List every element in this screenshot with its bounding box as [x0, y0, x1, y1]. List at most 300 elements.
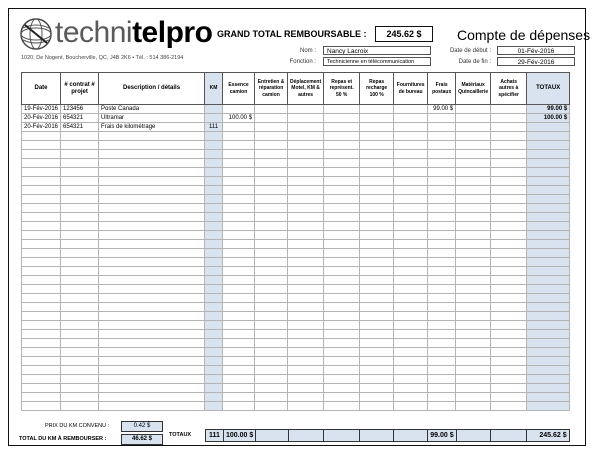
- table-cell[interactable]: [428, 222, 456, 231]
- table-cell[interactable]: [255, 213, 288, 222]
- table-cell[interactable]: [491, 150, 527, 159]
- table-cell[interactable]: [223, 348, 255, 357]
- table-cell[interactable]: Poste Canada: [99, 105, 205, 114]
- table-cell[interactable]: [22, 393, 61, 402]
- table-cell[interactable]: [456, 195, 491, 204]
- table-cell[interactable]: [61, 339, 99, 348]
- table-cell[interactable]: [324, 177, 360, 186]
- table-cell[interactable]: [491, 258, 527, 267]
- table-cell[interactable]: [491, 330, 527, 339]
- table-cell[interactable]: [428, 384, 456, 393]
- table-cell[interactable]: [205, 231, 223, 240]
- table-cell[interactable]: [223, 258, 255, 267]
- table-cell[interactable]: [223, 393, 255, 402]
- table-cell[interactable]: [22, 321, 61, 330]
- table-cell[interactable]: [527, 150, 570, 159]
- table-cell[interactable]: [223, 186, 255, 195]
- table-cell[interactable]: [491, 159, 527, 168]
- table-cell[interactable]: [288, 312, 324, 321]
- table-cell[interactable]: [61, 375, 99, 384]
- table-cell[interactable]: [456, 258, 491, 267]
- table-cell[interactable]: [22, 177, 61, 186]
- table-cell[interactable]: [205, 222, 223, 231]
- table-cell[interactable]: [491, 213, 527, 222]
- table-cell[interactable]: [99, 186, 205, 195]
- table-cell[interactable]: [456, 285, 491, 294]
- table-cell[interactable]: [456, 141, 491, 150]
- table-cell[interactable]: [22, 339, 61, 348]
- table-cell[interactable]: [99, 213, 205, 222]
- table-cell[interactable]: [527, 177, 570, 186]
- table-cell[interactable]: 99.00 $: [428, 105, 456, 114]
- table-cell[interactable]: [394, 402, 428, 411]
- table-cell[interactable]: [360, 168, 394, 177]
- table-cell[interactable]: [255, 375, 288, 384]
- table-cell[interactable]: [428, 249, 456, 258]
- table-cell[interactable]: [324, 303, 360, 312]
- table-cell[interactable]: [324, 330, 360, 339]
- table-cell[interactable]: [99, 348, 205, 357]
- table-cell[interactable]: [22, 195, 61, 204]
- table-cell[interactable]: [428, 231, 456, 240]
- table-cell[interactable]: [288, 285, 324, 294]
- table-cell[interactable]: [223, 159, 255, 168]
- table-cell[interactable]: [456, 294, 491, 303]
- table-cell[interactable]: [394, 123, 428, 132]
- table-cell[interactable]: [255, 348, 288, 357]
- table-cell[interactable]: [205, 204, 223, 213]
- table-cell[interactable]: [324, 132, 360, 141]
- table-cell[interactable]: [394, 141, 428, 150]
- table-cell[interactable]: [324, 105, 360, 114]
- table-cell[interactable]: [324, 249, 360, 258]
- table-cell[interactable]: [223, 168, 255, 177]
- table-cell[interactable]: [428, 393, 456, 402]
- table-cell[interactable]: [22, 258, 61, 267]
- table-cell[interactable]: [288, 195, 324, 204]
- table-cell[interactable]: [99, 357, 205, 366]
- table-cell[interactable]: [255, 168, 288, 177]
- table-cell[interactable]: [288, 159, 324, 168]
- table-cell[interactable]: [527, 402, 570, 411]
- table-cell[interactable]: [22, 267, 61, 276]
- table-cell[interactable]: [223, 231, 255, 240]
- table-cell[interactable]: [428, 177, 456, 186]
- table-cell[interactable]: [527, 240, 570, 249]
- table-cell[interactable]: [394, 132, 428, 141]
- table-cell[interactable]: [255, 249, 288, 258]
- table-cell[interactable]: 19-Fév-2016: [22, 105, 61, 114]
- table-cell[interactable]: [288, 357, 324, 366]
- table-cell[interactable]: [99, 294, 205, 303]
- table-cell[interactable]: [205, 177, 223, 186]
- table-cell[interactable]: [61, 195, 99, 204]
- table-cell[interactable]: [223, 105, 255, 114]
- table-cell[interactable]: [22, 384, 61, 393]
- table-cell[interactable]: [22, 168, 61, 177]
- table-cell[interactable]: [61, 231, 99, 240]
- table-cell[interactable]: [223, 285, 255, 294]
- table-cell[interactable]: [61, 177, 99, 186]
- table-cell[interactable]: [288, 303, 324, 312]
- table-cell[interactable]: [428, 348, 456, 357]
- table-cell[interactable]: [255, 222, 288, 231]
- table-cell[interactable]: [223, 312, 255, 321]
- table-cell[interactable]: [99, 339, 205, 348]
- table-cell[interactable]: [288, 231, 324, 240]
- table-cell[interactable]: [360, 132, 394, 141]
- table-cell[interactable]: [394, 375, 428, 384]
- table-cell[interactable]: [360, 141, 394, 150]
- table-cell[interactable]: [428, 213, 456, 222]
- table-cell[interactable]: [428, 168, 456, 177]
- table-cell[interactable]: [61, 249, 99, 258]
- table-cell[interactable]: [428, 312, 456, 321]
- table-cell[interactable]: [205, 375, 223, 384]
- table-cell[interactable]: [99, 384, 205, 393]
- table-cell[interactable]: [61, 321, 99, 330]
- table-cell[interactable]: [428, 339, 456, 348]
- table-cell[interactable]: [527, 384, 570, 393]
- table-cell[interactable]: [61, 366, 99, 375]
- table-cell[interactable]: [22, 285, 61, 294]
- table-cell[interactable]: [456, 321, 491, 330]
- table-cell[interactable]: [527, 312, 570, 321]
- table-cell[interactable]: [360, 123, 394, 132]
- table-cell[interactable]: [527, 366, 570, 375]
- table-cell[interactable]: [205, 150, 223, 159]
- table-cell[interactable]: [360, 177, 394, 186]
- table-cell[interactable]: [223, 339, 255, 348]
- table-cell[interactable]: [324, 294, 360, 303]
- table-cell[interactable]: [324, 393, 360, 402]
- table-cell[interactable]: [360, 258, 394, 267]
- table-cell[interactable]: [360, 150, 394, 159]
- table-cell[interactable]: [394, 366, 428, 375]
- table-cell[interactable]: [527, 141, 570, 150]
- table-cell[interactable]: [61, 294, 99, 303]
- table-cell[interactable]: [61, 240, 99, 249]
- table-cell[interactable]: [99, 240, 205, 249]
- table-cell[interactable]: [456, 213, 491, 222]
- table-cell[interactable]: [456, 375, 491, 384]
- table-cell[interactable]: [360, 366, 394, 375]
- table-cell[interactable]: [491, 276, 527, 285]
- table-cell[interactable]: [288, 384, 324, 393]
- table-cell[interactable]: Ultramar: [99, 114, 205, 123]
- table-cell[interactable]: [22, 159, 61, 168]
- table-cell[interactable]: [360, 186, 394, 195]
- table-cell[interactable]: [288, 114, 324, 123]
- table-cell[interactable]: [61, 141, 99, 150]
- table-cell[interactable]: [205, 195, 223, 204]
- table-cell[interactable]: [223, 141, 255, 150]
- table-cell[interactable]: [223, 123, 255, 132]
- table-cell[interactable]: [527, 132, 570, 141]
- table-cell[interactable]: [99, 312, 205, 321]
- table-cell[interactable]: [223, 330, 255, 339]
- table-cell[interactable]: [428, 330, 456, 339]
- table-cell[interactable]: [205, 384, 223, 393]
- table-cell[interactable]: [394, 213, 428, 222]
- table-cell[interactable]: [255, 258, 288, 267]
- table-cell[interactable]: [456, 231, 491, 240]
- table-cell[interactable]: [456, 123, 491, 132]
- table-cell[interactable]: [428, 240, 456, 249]
- table-cell[interactable]: [99, 303, 205, 312]
- table-cell[interactable]: [288, 240, 324, 249]
- table-cell[interactable]: [61, 348, 99, 357]
- table-cell[interactable]: [360, 348, 394, 357]
- table-cell[interactable]: [527, 321, 570, 330]
- table-cell[interactable]: [99, 159, 205, 168]
- table-cell[interactable]: [527, 231, 570, 240]
- table-cell[interactable]: [491, 249, 527, 258]
- table-cell[interactable]: [527, 213, 570, 222]
- table-cell[interactable]: [324, 321, 360, 330]
- table-cell[interactable]: 99.00 $: [527, 105, 570, 114]
- table-cell[interactable]: [99, 249, 205, 258]
- table-cell[interactable]: [428, 186, 456, 195]
- table-cell[interactable]: [61, 357, 99, 366]
- table-cell[interactable]: [61, 204, 99, 213]
- table-cell[interactable]: [360, 330, 394, 339]
- table-cell[interactable]: [99, 168, 205, 177]
- table-cell[interactable]: [288, 141, 324, 150]
- table-cell[interactable]: [360, 222, 394, 231]
- table-cell[interactable]: [394, 150, 428, 159]
- table-cell[interactable]: [491, 402, 527, 411]
- table-cell[interactable]: [456, 204, 491, 213]
- table-cell[interactable]: [456, 249, 491, 258]
- table-cell[interactable]: [491, 105, 527, 114]
- table-cell[interactable]: [394, 240, 428, 249]
- table-cell[interactable]: [527, 249, 570, 258]
- table-cell[interactable]: [223, 267, 255, 276]
- table-cell[interactable]: [99, 267, 205, 276]
- table-cell[interactable]: [223, 150, 255, 159]
- table-cell[interactable]: [428, 204, 456, 213]
- table-cell[interactable]: [61, 267, 99, 276]
- table-cell[interactable]: [205, 240, 223, 249]
- table-cell[interactable]: [22, 348, 61, 357]
- table-cell[interactable]: [394, 267, 428, 276]
- table-cell[interactable]: [360, 267, 394, 276]
- table-cell[interactable]: [394, 168, 428, 177]
- table-cell[interactable]: [288, 105, 324, 114]
- table-cell[interactable]: [255, 195, 288, 204]
- table-cell[interactable]: [324, 276, 360, 285]
- table-cell[interactable]: [223, 375, 255, 384]
- table-cell[interactable]: [324, 366, 360, 375]
- table-cell[interactable]: [255, 132, 288, 141]
- table-cell[interactable]: [394, 339, 428, 348]
- table-cell[interactable]: [255, 177, 288, 186]
- table-cell[interactable]: [223, 384, 255, 393]
- table-cell[interactable]: [527, 123, 570, 132]
- table-cell[interactable]: [428, 123, 456, 132]
- table-cell[interactable]: [456, 186, 491, 195]
- table-cell[interactable]: [22, 357, 61, 366]
- table-cell[interactable]: [491, 177, 527, 186]
- table-cell[interactable]: [360, 249, 394, 258]
- table-cell[interactable]: [394, 249, 428, 258]
- table-cell[interactable]: [456, 114, 491, 123]
- table-cell[interactable]: [99, 150, 205, 159]
- table-cell[interactable]: [223, 357, 255, 366]
- table-cell[interactable]: [360, 105, 394, 114]
- table-cell[interactable]: [61, 402, 99, 411]
- table-cell[interactable]: [491, 222, 527, 231]
- table-cell[interactable]: [428, 258, 456, 267]
- table-cell[interactable]: [255, 312, 288, 321]
- table-cell[interactable]: [360, 240, 394, 249]
- table-cell[interactable]: [456, 159, 491, 168]
- table-cell[interactable]: [394, 384, 428, 393]
- table-cell[interactable]: [324, 357, 360, 366]
- table-cell[interactable]: [428, 159, 456, 168]
- table-cell[interactable]: [527, 393, 570, 402]
- table-cell[interactable]: [324, 402, 360, 411]
- table-cell[interactable]: [61, 384, 99, 393]
- table-cell[interactable]: [527, 276, 570, 285]
- table-cell[interactable]: [324, 339, 360, 348]
- table-cell[interactable]: [324, 384, 360, 393]
- table-cell[interactable]: [61, 159, 99, 168]
- table-cell[interactable]: [456, 105, 491, 114]
- table-cell[interactable]: [491, 294, 527, 303]
- table-cell[interactable]: [255, 150, 288, 159]
- table-cell[interactable]: [255, 402, 288, 411]
- table-cell[interactable]: [288, 186, 324, 195]
- table-cell[interactable]: [394, 159, 428, 168]
- table-cell[interactable]: [428, 375, 456, 384]
- table-cell[interactable]: [61, 150, 99, 159]
- table-cell[interactable]: [22, 330, 61, 339]
- table-cell[interactable]: [223, 177, 255, 186]
- table-cell[interactable]: [99, 231, 205, 240]
- table-cell[interactable]: [22, 402, 61, 411]
- table-cell[interactable]: [99, 204, 205, 213]
- table-cell[interactable]: [360, 204, 394, 213]
- table-cell[interactable]: [22, 150, 61, 159]
- table-cell[interactable]: [324, 240, 360, 249]
- table-cell[interactable]: [223, 294, 255, 303]
- table-cell[interactable]: [527, 303, 570, 312]
- table-cell[interactable]: [205, 249, 223, 258]
- table-cell[interactable]: 111: [205, 123, 223, 132]
- table-cell[interactable]: [394, 294, 428, 303]
- table-cell[interactable]: 100.00 $: [223, 114, 255, 123]
- table-cell[interactable]: [22, 222, 61, 231]
- table-cell[interactable]: [99, 321, 205, 330]
- table-cell[interactable]: [491, 357, 527, 366]
- table-cell[interactable]: [255, 204, 288, 213]
- table-cell[interactable]: [223, 366, 255, 375]
- table-cell[interactable]: [491, 114, 527, 123]
- table-cell[interactable]: [428, 321, 456, 330]
- table-cell[interactable]: [394, 231, 428, 240]
- table-cell[interactable]: [255, 123, 288, 132]
- table-cell[interactable]: [527, 330, 570, 339]
- table-cell[interactable]: [288, 204, 324, 213]
- table-cell[interactable]: [99, 132, 205, 141]
- table-cell[interactable]: [205, 213, 223, 222]
- table-cell[interactable]: [456, 339, 491, 348]
- table-cell[interactable]: [22, 204, 61, 213]
- table-cell[interactable]: [360, 276, 394, 285]
- table-cell[interactable]: [288, 366, 324, 375]
- table-cell[interactable]: [205, 402, 223, 411]
- table-cell[interactable]: [428, 402, 456, 411]
- table-cell[interactable]: [428, 303, 456, 312]
- table-cell[interactable]: [324, 150, 360, 159]
- table-cell[interactable]: [22, 303, 61, 312]
- table-cell[interactable]: [255, 159, 288, 168]
- table-cell[interactable]: [394, 285, 428, 294]
- table-cell[interactable]: [324, 141, 360, 150]
- table-cell[interactable]: 654321: [61, 114, 99, 123]
- table-cell[interactable]: [394, 312, 428, 321]
- table-cell[interactable]: [428, 366, 456, 375]
- table-cell[interactable]: [99, 141, 205, 150]
- table-cell[interactable]: [223, 249, 255, 258]
- table-cell[interactable]: [255, 276, 288, 285]
- table-cell[interactable]: [324, 168, 360, 177]
- table-cell[interactable]: [324, 195, 360, 204]
- table-cell[interactable]: [360, 231, 394, 240]
- table-cell[interactable]: [527, 375, 570, 384]
- table-cell[interactable]: [99, 402, 205, 411]
- table-cell[interactable]: [61, 312, 99, 321]
- table-cell[interactable]: [288, 294, 324, 303]
- table-cell[interactable]: [491, 384, 527, 393]
- table-cell[interactable]: [99, 177, 205, 186]
- table-cell[interactable]: [223, 321, 255, 330]
- table-cell[interactable]: [205, 357, 223, 366]
- table-cell[interactable]: [491, 267, 527, 276]
- table-cell[interactable]: [394, 222, 428, 231]
- table-cell[interactable]: [205, 186, 223, 195]
- table-cell[interactable]: [22, 213, 61, 222]
- table-cell[interactable]: [456, 303, 491, 312]
- table-cell[interactable]: [456, 150, 491, 159]
- table-cell[interactable]: [205, 276, 223, 285]
- table-cell[interactable]: [61, 213, 99, 222]
- table-cell[interactable]: [205, 312, 223, 321]
- nom-field[interactable]: Nancy Lacroix: [323, 46, 431, 55]
- table-cell[interactable]: [491, 312, 527, 321]
- table-cell[interactable]: [428, 357, 456, 366]
- table-cell[interactable]: [99, 285, 205, 294]
- table-cell[interactable]: [205, 141, 223, 150]
- table-cell[interactable]: [456, 177, 491, 186]
- table-cell[interactable]: [428, 195, 456, 204]
- table-cell[interactable]: [205, 294, 223, 303]
- table-cell[interactable]: [61, 168, 99, 177]
- table-cell[interactable]: [205, 285, 223, 294]
- table-cell[interactable]: [324, 222, 360, 231]
- table-cell[interactable]: [205, 114, 223, 123]
- table-cell[interactable]: [324, 123, 360, 132]
- table-cell[interactable]: [223, 195, 255, 204]
- table-cell[interactable]: [456, 384, 491, 393]
- table-cell[interactable]: [491, 366, 527, 375]
- table-cell[interactable]: [491, 204, 527, 213]
- table-cell[interactable]: [394, 114, 428, 123]
- table-cell[interactable]: [456, 402, 491, 411]
- prix-km-value[interactable]: 0.42 $: [121, 421, 163, 432]
